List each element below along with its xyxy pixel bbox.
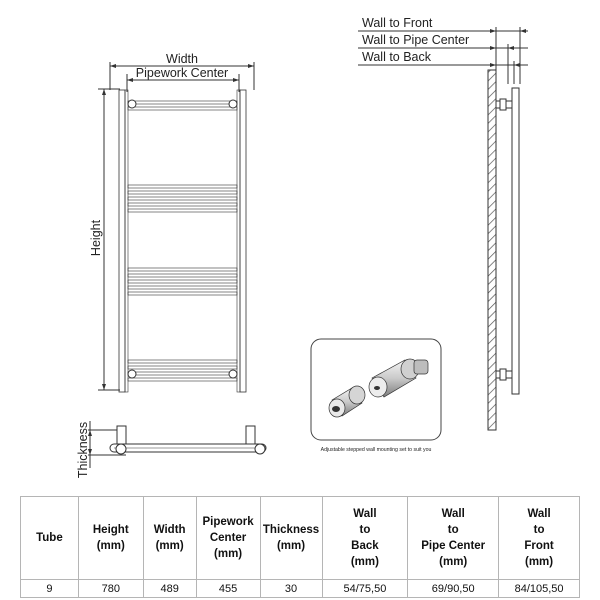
wall-to-back-label: Wall to Back	[362, 50, 432, 64]
value-wall-to-pipe-center: 69/90,50	[408, 580, 499, 598]
header-tube	[21, 497, 79, 580]
header-wall-to-front	[499, 497, 580, 580]
height-label: Height	[89, 219, 103, 257]
header-wall-to-front-line: to	[533, 524, 545, 536]
header-wall-to-back-line: to	[359, 524, 371, 536]
header-wall-to-pipe-center-line: Wall	[441, 508, 465, 520]
mounting-set-caption: Adjustable stepped wall mounting set to suit you	[320, 447, 432, 453]
header-wall-to-back	[322, 497, 408, 580]
header-height-line: Height	[92, 524, 129, 536]
value-height: 780	[78, 580, 143, 598]
value-thickness: 30	[260, 580, 322, 598]
header-wall-to-pipe-center	[408, 497, 499, 580]
header-pipework-center	[196, 497, 260, 580]
thickness-label: Thickness	[76, 421, 90, 479]
header-thickness	[260, 497, 322, 580]
header-pipework-center-line: (mm)	[214, 548, 243, 560]
front-view	[98, 62, 254, 392]
value-width: 489	[143, 580, 196, 598]
header-wall-to-front-line: (mm)	[524, 556, 554, 568]
value-pipework-center: 455	[196, 580, 260, 598]
header-wall-to-back-line: Wall	[353, 508, 377, 520]
header-pipework-center-line: Center	[209, 532, 247, 544]
header-wall-to-pipe-center-line: Pipe Center	[421, 540, 486, 552]
header-thickness-line: (mm)	[276, 540, 306, 552]
header-width-line: (mm)	[155, 540, 184, 552]
value-tube: 9	[21, 580, 79, 598]
width-label: Width	[166, 52, 198, 66]
header-width-line: Width	[153, 524, 186, 536]
header-wall-to-front-line: Front	[524, 540, 554, 552]
spec-table-header-row	[21, 497, 580, 580]
header-height	[78, 497, 143, 580]
spec-table-value-row	[21, 580, 580, 598]
header-wall-to-pipe-center-line: (mm)	[439, 556, 468, 568]
bottom-view	[88, 421, 266, 468]
wall-to-front-label: Wall to Front	[362, 16, 433, 30]
value-wall-to-back: 54/75,50	[322, 580, 408, 598]
header-wall-to-pipe-center-line: to	[447, 524, 459, 536]
header-pipework-center-line: Pipework	[202, 516, 254, 528]
header-width	[143, 497, 196, 580]
header-wall-to-back-line: Back	[351, 540, 379, 552]
header-wall-to-back-line: (mm)	[350, 556, 379, 568]
header-wall-to-front-line: Wall	[527, 508, 551, 520]
pipework-center-label: Pipework Center	[135, 66, 229, 80]
specification-table	[20, 496, 580, 598]
mounting-set-inset	[311, 339, 441, 453]
value-wall-to-front: 84/105,50	[499, 580, 580, 598]
header-tube-line: Tube	[36, 532, 63, 544]
header-height-line: (mm)	[96, 540, 125, 552]
wall-to-pipe-center-label: Wall to Pipe Center	[362, 33, 470, 47]
header-thickness-line: Thickness	[262, 524, 320, 536]
